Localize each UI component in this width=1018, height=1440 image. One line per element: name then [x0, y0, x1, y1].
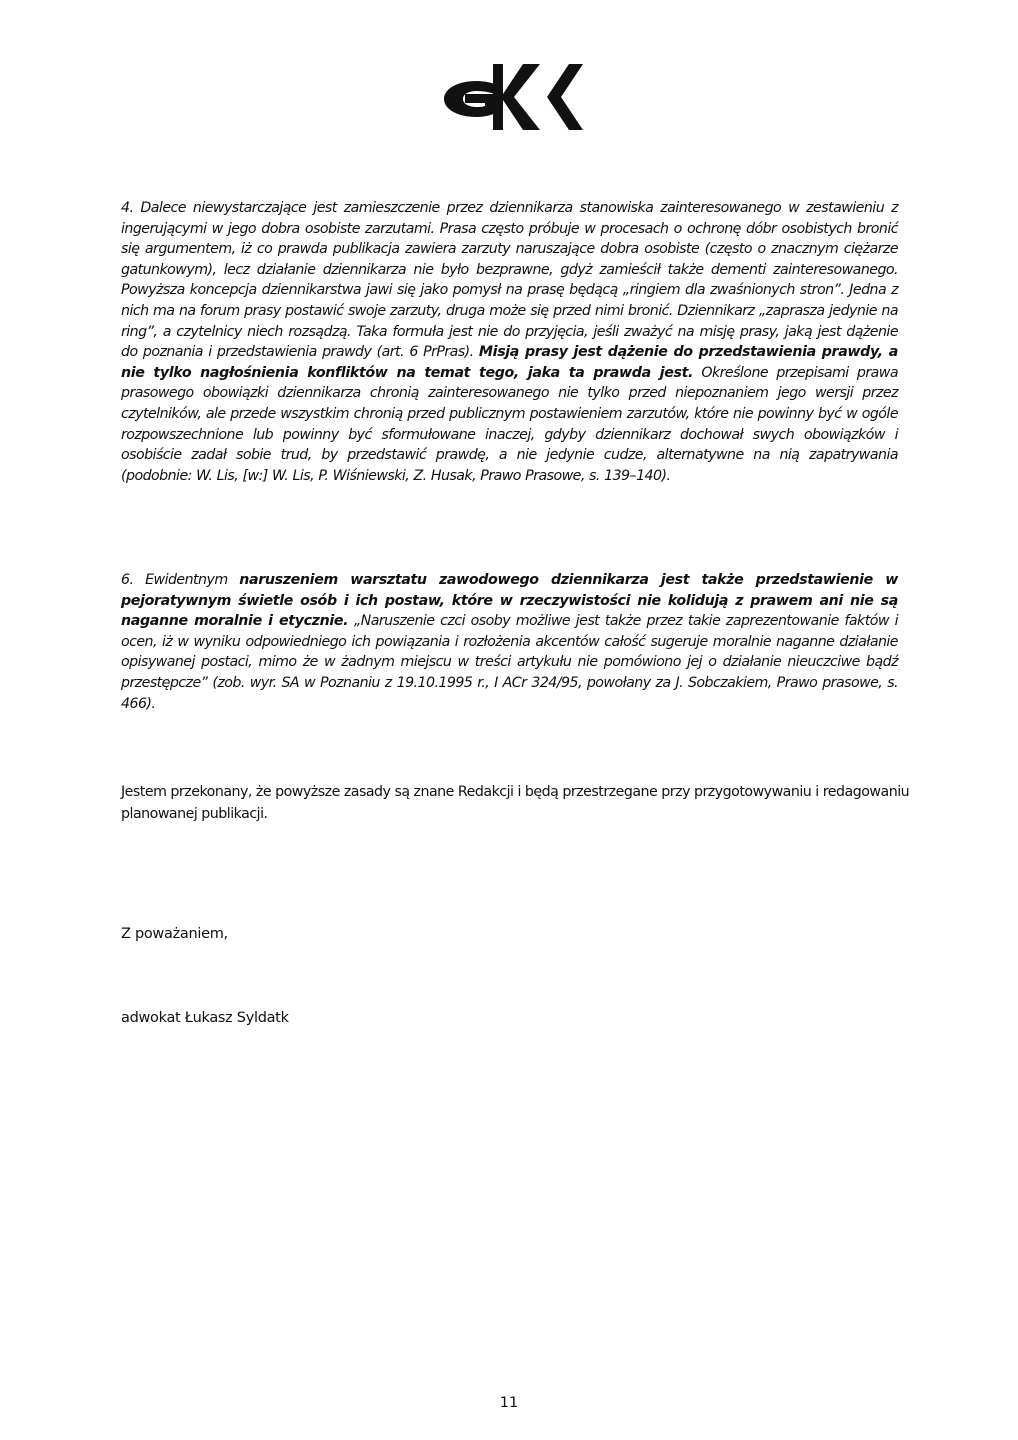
signature: adwokat Łukasz Syldatk	[121, 1010, 289, 1026]
page-number: 11	[499, 1395, 519, 1411]
paragraph-6	[121, 570, 898, 714]
paragraph-6-text: 6. Ewidentnym	[121, 572, 240, 588]
paragraph-6-emphasis: naruszeniem warsztatu zawodowego dziennikarza jest także przedstawienie w pejoratywnym świetle osób i ich postaw, które w rzeczywistości nie kolidują z prawem ani nie są naganne moralnie i etycznie.	[121, 572, 898, 630]
gkk-logo	[443, 63, 583, 131]
paragraph-4-emphasis: Misją prasy jest dążenie do przedstawienia prawdy, a nie tylko nagłośnienia konfliktów na temat tego, jaka ta prawda jest.	[121, 344, 898, 381]
closing-statement: Jestem przekonany, że powyższe zasady są znane Redakcji i będą przestrzegane przy przygotowywaniu i redagowaniu planowanej publikacji.	[121, 784, 910, 822]
gkk-logo-icon	[443, 63, 583, 131]
paragraph-6-text-continued: „Naruszenie czci osoby możliwe jest także przez takie zaprezentowanie faktów i ocen, iż w wyniku odpowiedniego ich powiązania i rozłożenia akcentów całość sugeruje moralnie naganne działanie opisywanej postaci, mimo że w żadnym miejscu w treści artykułu nie pomówiono jej o działanie nieuczciwe bądź przestępcze” (zob. wyr. SA w Poznaniu z 19.10.1995 r., I ACr 324/95, powołany za J. Sobczakiem, Prawo prasowe, s. 466).	[121, 613, 898, 712]
paragraph-4-text: 4. Dalece niewystarczające jest zamieszczenie przez dziennikarza stanowiska zainteresowanego w zestawieniu z ingerującymi w jego dobra osobiste zarzutami. Prasa często próbuje w procesach o ochronę dóbr osobistych bronić się argumentem, iż co prawda publikacja zawiera zarzuty naruszające dobra osobiste (często o znacznym ciężarze gatunkowym), lecz działanie dziennikarza nie było bezprawne, gdyż zamieścił także dementi zainteresowanego. Powyższa koncepcja dziennikarstwa jawi się jako pomysł na prasę będącą „ringiem dla zwaśnionych stron”. Jedna z nich ma na forum prasy postawić swoje zarzuty, druga może się przed nimi bronić. Dziennikarz „zaprasza jedynie na ring”, a czytelnicy niech rozsądzą. Taka formuła jest nie do przyjęcia, jeśli zważyć na misję prasy, jaką jest dążenie do poznania i przedstawienia prawdy (art. 6 PrPras).	[121, 200, 898, 361]
salutation: Z poważaniem,	[121, 926, 228, 942]
paragraph-4-text-continued: Określone przepisami prawa prasowego obowiązki dziennikarza chronią zainteresowanego nie tylko przed niepoznaniem jego wersji przez czytelników, ale przede wszystkim chronią przed publicznym postawieniem zarzutów, które nie powinny być w ogóle rozpowszechnione lub powinny być sformułowane inaczej, gdyby dziennikarz dochował swych obowiązków i osobiście zadał sobie trud, by przedstawić prawdę, a nie jedynie cudze, alternatywne na nią zapatrywania (podobnie: W. Lis, [w:] W. Lis, P. Wiśniewski, Z. Husak, Prawo Prasowe, s. 139–140).	[121, 364, 898, 484]
paragraph-4	[121, 198, 898, 486]
